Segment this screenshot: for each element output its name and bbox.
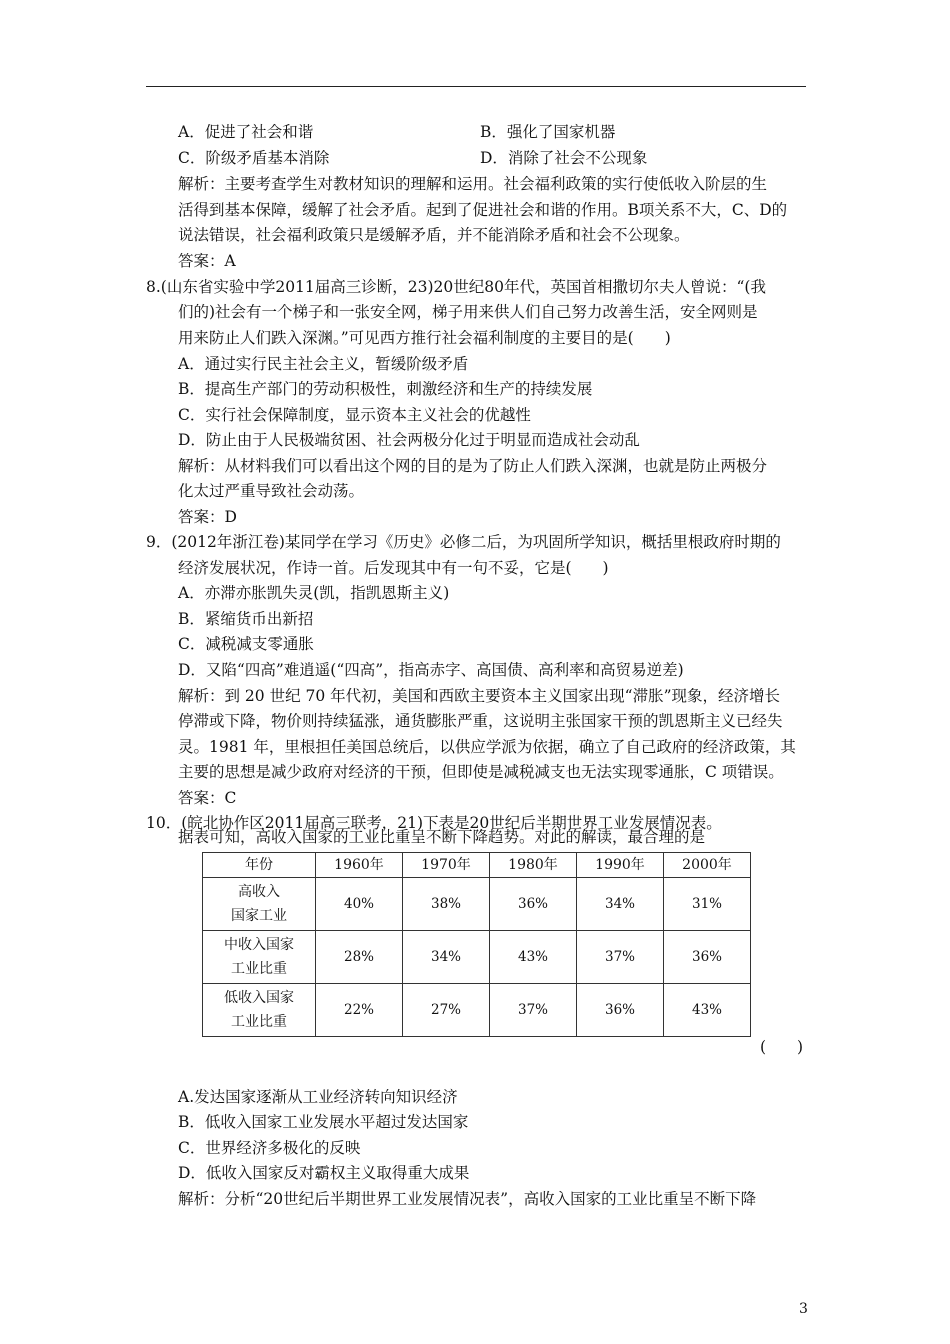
row-label-line: 低收入国家 [224,990,294,1006]
table-row [203,878,751,931]
q8-answer: 答案：D [178,508,237,526]
row-label-high [203,878,316,931]
q10-answer-blank: ( ) [760,1038,804,1056]
table-cell: 27% [403,984,490,1037]
table-row [203,931,751,984]
table-header-cell: 1980年 [490,853,577,878]
table-header-cell: 1960年 [316,853,403,878]
q9-stem-line-2: 经济发展状况，作诗一首。后发现其中有一句不妥，它是( ) [178,559,609,577]
table-header-cell: 1990年 [577,853,664,878]
q7-analysis-line-1: 解析：主要考查学生对教材知识的理解和运用。社会福利政策的实行使低收入阶层的生 [178,175,768,193]
table-header-cell: 年份 [203,853,316,878]
table-cell: 22% [316,984,403,1037]
q9-analysis-line-4: 主要的思想是减少政府对经济的干预，但即使是减税减支也无法实现零通胀，C 项错误。 [178,763,784,781]
table-cell: 36% [664,931,751,984]
row-label-line: 国家工业 [231,908,287,924]
q9-option-d: D．又陷“四高”难逍遥(“四高”，指高赤字、高国债、高利率和高贸易逆差) [178,661,684,679]
q8-stem-line-2: 们的)社会有一个梯子和一张安全网，梯子用来供人们自己努力改善生活，安全网则是 [178,303,758,321]
table-cell: 36% [490,878,577,931]
q7-option-c: C．阶级矛盾基本消除 [178,149,330,167]
q8-analysis-line-2: 化太过严重导致社会动荡。 [178,482,365,500]
q9-option-b: B．紧缩货币出新招 [178,610,314,628]
q7-option-a: A．促进了社会和谐 [178,123,314,141]
row-label-line: 工业比重 [231,961,287,977]
table-cell: 31% [664,878,751,931]
q7-option-d: D．消除了社会不公现象 [480,149,648,167]
table-cell: 40% [316,878,403,931]
table-cell: 34% [577,878,664,931]
q8-option-b: B．提高生产部门的劳动积极性，刺激经济和生产的持续发展 [178,380,593,398]
table-row [203,984,751,1037]
row-label-line: 工业比重 [231,1014,287,1030]
q9-option-a: A．亦滞亦胀凯失灵(凯，指凯恩斯主义) [178,584,450,602]
table-header-row [203,853,751,878]
q7-option-b: B．强化了国家机器 [480,123,616,141]
q10-option-d: D．低收入国家反对霸权主义取得重大成果 [178,1164,470,1182]
q9-analysis-line-3: 灵。1981 年，里根担任美国总统后，以供应学派为依据，确立了自己政府的经济政策，其 [178,738,796,756]
q9-analysis-line-2: 停滞或下降，物价则持续猛涨，通货膨胀严重，这说明主张国家干预的凯恩斯主义已经失 [178,712,783,730]
table-header-cell: 2000年 [664,853,751,878]
q7-answer: 答案：A [178,252,236,270]
table-cell: 43% [664,984,751,1037]
q8-stem-line-1: 8.(山东省实验中学2011届高三诊断，23)20世纪80年代，英国首相撒切尔夫人曾说：“(我 [146,278,766,296]
q10-analysis-line-1: 解析：分析“20世纪后半期世界工业发展情况表”，高收入国家的工业比重呈不断下降 [178,1190,757,1208]
q8-option-a: A．通过实行民主社会主义，暂缓阶级矛盾 [178,355,469,373]
q9-analysis-line-1: 解析：到 20 世纪 70 年代初，美国和西欧主要资本主义国家出现“滞胀”现象，经济增长 [178,687,781,705]
q7-analysis-line-2: 活得到基本保障，缓解了社会矛盾。起到了促进社会和谐的作用。B项关系不大，C、D的 [178,201,788,219]
q7-analysis-line-3: 说法错误，社会福利政策只是缓解矛盾，并不能消除矛盾和社会不公现象。 [178,226,690,244]
table-cell: 36% [577,984,664,1037]
q10-stem-line-2: 据表可知，高收入国家的工业比重呈不断下降趋势。对此的解读，最合理的是 [178,828,706,846]
table-cell: 38% [403,878,490,931]
table-cell: 43% [490,931,577,984]
q9-option-c: C．减税减支零通胀 [178,635,314,653]
row-label-line: 高收入 [238,884,280,900]
q10-option-a: A.发达国家逐渐从工业经济转向知识经济 [178,1088,458,1106]
row-label-middle [203,931,316,984]
page-number: 3 [799,1301,808,1317]
q10-stem-line-1: 10．(皖北协作区2011届高三联考，21)下表是20世纪后半期世界工业发展情况表。 [146,814,722,832]
q10-option-b: B．低收入国家工业发展水平超过发达国家 [178,1113,469,1131]
header-rule [146,86,806,87]
table-cell: 37% [490,984,577,1037]
table-cell: 37% [577,931,664,984]
q8-option-c: C．实行社会保障制度，显示资本主义社会的优越性 [178,406,531,424]
q9-answer: 答案：C [178,789,237,807]
industry-table [202,852,751,1037]
row-label-line: 中收入国家 [224,937,294,953]
q8-analysis-line-1: 解析：从材料我们可以看出这个网的目的是为了防止人们跌入深渊，也就是防止两极分 [178,457,768,475]
q8-stem-line-3: 用来防止人们跌入深渊。”可见西方推行社会福利制度的主要目的是( ) [178,329,671,347]
table-header-cell: 1970年 [403,853,490,878]
table-cell: 28% [316,931,403,984]
q10-option-c: C．世界经济多极化的反映 [178,1139,361,1157]
row-label-low [203,984,316,1037]
q9-stem-line-1: 9．(2012年浙江卷)某同学在学习《历史》必修二后，为巩固所学知识，概括里根政府时期的 [146,533,781,551]
table-cell: 34% [403,931,490,984]
q8-option-d: D．防止由于人民极端贫困、社会两极分化过于明显而造成社会动乱 [178,431,640,449]
